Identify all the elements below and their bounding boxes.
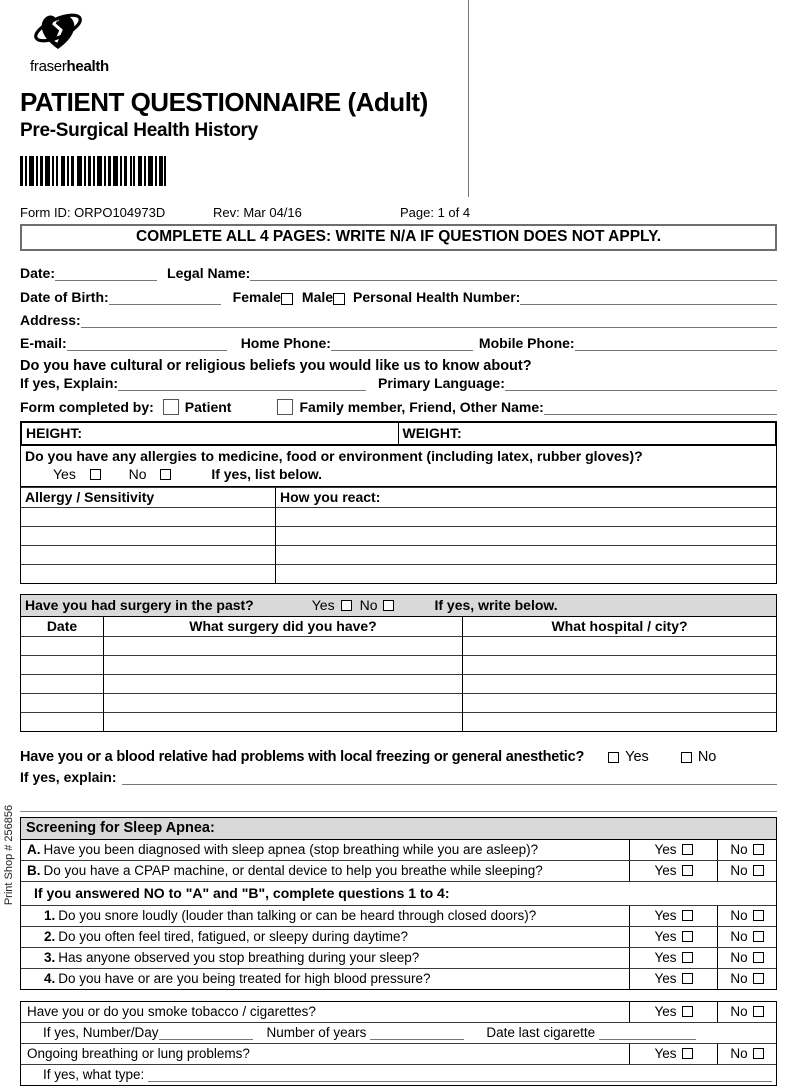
allergy-no-label: No	[128, 466, 147, 482]
surgery-row	[21, 674, 776, 693]
surgery-date-cell[interactable]	[21, 674, 104, 693]
sleep-apnea-row-4	[21, 968, 776, 989]
if-yes-explain-label: If yes, Explain:	[20, 375, 119, 391]
reaction-cell[interactable]	[276, 545, 776, 564]
email-input-line[interactable]	[67, 335, 227, 351]
checkbox-smoke-yes[interactable]	[682, 1006, 693, 1017]
legal-name-input-line[interactable]	[250, 265, 777, 281]
completed-by-row	[20, 399, 777, 415]
other-name-input-line[interactable]	[544, 399, 777, 415]
sleep-apnea-row-a	[21, 839, 776, 860]
completed-by-label: Form completed by:	[20, 399, 154, 415]
sleep-apnea-title: Screening for Sleep Apnea:	[21, 818, 776, 839]
surgery-hospital-cell[interactable]	[463, 712, 776, 731]
checkbox-anesthetic-no[interactable]	[681, 752, 692, 763]
yes-label: Yes	[654, 1046, 677, 1061]
surgery-header	[21, 595, 776, 616]
height-cell[interactable]	[22, 423, 399, 444]
checkbox-apnea-4-no[interactable]	[753, 973, 764, 984]
question-prefix: 1.	[44, 908, 56, 923]
checkbox-allergy-no[interactable]	[160, 469, 171, 480]
allergy-header-row	[21, 487, 776, 507]
form-meta	[20, 205, 777, 220]
anesthetic-explain-row	[20, 769, 777, 785]
fraser-health-logo	[30, 8, 140, 75]
height-label: HEIGHT:	[26, 425, 82, 441]
no-label: No	[730, 908, 748, 923]
reaction-cell[interactable]	[276, 526, 776, 545]
mobile-phone-label: Mobile Phone:	[478, 335, 575, 351]
lung-question: Ongoing breathing or lung problems?	[27, 1046, 250, 1061]
allergy-col1-header: Allergy / Sensitivity	[21, 487, 276, 507]
dob-sex-phn-row	[20, 289, 777, 305]
weight-label: WEIGHT:	[402, 425, 462, 441]
mobile-phone-input-line[interactable]	[575, 335, 777, 351]
dob-input-line[interactable]	[109, 289, 221, 305]
date-label: Date:	[20, 265, 56, 281]
question-text: Do you have a CPAP machine, or dental device to help you breathe while sleeping?	[43, 863, 543, 878]
checkbox-anesthetic-yes[interactable]	[608, 752, 619, 763]
form-id: Form ID: ORPO104973D	[20, 205, 166, 220]
anesthetic-no-label: No	[697, 749, 717, 765]
surgery-hospital-cell[interactable]	[463, 655, 776, 674]
surgery-no-label: No	[359, 597, 378, 613]
phn-label: Personal Health Number:	[353, 289, 521, 305]
surgery-hospital-cell[interactable]	[463, 674, 776, 693]
checkbox-surgery-yes[interactable]	[341, 600, 352, 611]
home-phone-label: Home Phone:	[240, 335, 331, 351]
brand-health: health	[66, 58, 109, 75]
sleep-apnea-row-1	[21, 905, 776, 926]
question-prefix: B.	[27, 863, 41, 878]
allergy-yes-label: Yes	[53, 466, 76, 482]
surgery-row	[21, 636, 776, 655]
sleep-apnea-row-b	[21, 860, 776, 881]
surgery-row	[21, 693, 776, 712]
checkbox-allergy-yes[interactable]	[90, 469, 101, 480]
question-prefix: 4.	[44, 971, 56, 986]
phn-input-line[interactable]	[520, 289, 777, 305]
brand-fraser: fraser	[30, 58, 67, 75]
surgery-instruction: If yes, write below.	[434, 597, 558, 613]
page-title: PATIENT QUESTIONNAIRE (Adult)	[20, 87, 428, 117]
no-label: No	[730, 950, 748, 965]
smoking-table	[20, 1001, 777, 1086]
primary-language-input-line[interactable]	[505, 375, 777, 391]
page-subtitle: Pre-Surgical Health History	[20, 120, 258, 141]
no-label: No	[730, 842, 748, 857]
smoking-years-input-line[interactable]	[370, 1025, 464, 1040]
surgery-col1-header: Date	[21, 617, 104, 636]
allergy-row	[21, 526, 776, 545]
address-input-line[interactable]	[81, 312, 777, 328]
surgery-date-cell[interactable]	[21, 655, 104, 674]
anesthetic-explain-input-line[interactable]	[122, 769, 777, 785]
checkbox-lung-no[interactable]	[753, 1048, 764, 1059]
surgery-col2-header: What surgery did you have?	[104, 617, 463, 636]
question-text: Do you have or are you being treated for high blood pressure?	[58, 971, 431, 986]
contact-row	[20, 335, 777, 351]
anesthetic-question: Have you or a blood relative had problems with local freezing or general anesthetic?	[20, 749, 585, 765]
allergy-row	[21, 545, 776, 564]
checkbox-smoke-no[interactable]	[753, 1006, 764, 1017]
reaction-cell[interactable]	[276, 564, 776, 583]
allergy-cell[interactable]	[21, 526, 276, 545]
home-phone-input-line[interactable]	[331, 335, 473, 351]
beliefs-question: Do you have cultural or religious beliefs you would like us to know about?	[20, 358, 532, 374]
smoking-number-day-input-line[interactable]	[159, 1025, 253, 1040]
anesthetic-yes-label: Yes	[625, 749, 649, 765]
beliefs-explain-input-line[interactable]	[118, 375, 366, 391]
surgery-col3-header: What hospital / city?	[551, 618, 688, 634]
surgery-row	[21, 655, 776, 674]
question-text: Do you snore loudly (louder than talking or can be heard through closed doors)?	[58, 908, 537, 923]
no-label: No	[730, 863, 748, 878]
dob-label: Date of Birth:	[20, 289, 109, 305]
checkbox-lung-yes[interactable]	[682, 1048, 693, 1059]
reaction-cell[interactable]	[276, 507, 776, 526]
lung-type-label: If yes, what type:	[43, 1067, 145, 1082]
checkbox-apnea-2-no[interactable]	[753, 931, 764, 942]
primary-language-label: Primary Language:	[378, 375, 505, 391]
allergy-question: Do you have any allergies to medicine, food or environment (including latex, rubber gloves)?	[25, 448, 643, 464]
date-input-line[interactable]	[55, 265, 157, 281]
yes-label: Yes	[654, 929, 677, 944]
height-weight-table	[20, 421, 777, 446]
allergy-col2-header: How you react:	[276, 487, 776, 507]
checkbox-apnea-1-no[interactable]	[753, 910, 764, 921]
yes-label: Yes	[654, 842, 677, 857]
anesthetic-explain-label: If yes, explain:	[20, 769, 117, 785]
family-other-label: Family member, Friend, Other Name:	[299, 399, 544, 415]
checkbox-male[interactable]	[333, 293, 345, 305]
checkbox-apnea-3-no[interactable]	[753, 952, 764, 963]
surgery-what-cell[interactable]	[104, 655, 463, 674]
surgery-what-cell[interactable]	[104, 712, 463, 731]
no-label: No	[730, 971, 748, 986]
no-label: No	[730, 1004, 748, 1019]
patient-label: Patient	[184, 399, 232, 415]
checkbox-apnea-b-no[interactable]	[753, 865, 764, 876]
allergy-row	[21, 564, 776, 583]
sleep-apnea-row-3	[21, 947, 776, 968]
allergy-question-box	[20, 446, 777, 487]
instruction-banner: COMPLETE ALL 4 PAGES: WRITE N/A IF QUESTION DOES NOT APPLY.	[20, 224, 777, 251]
checkbox-apnea-4-yes[interactable]	[682, 973, 693, 984]
checkbox-apnea-a-yes[interactable]	[682, 844, 693, 855]
checkbox-apnea-1-yes[interactable]	[682, 910, 693, 921]
checkbox-apnea-b-yes[interactable]	[682, 865, 693, 876]
lung-question-row	[21, 1043, 776, 1064]
female-label: Female	[232, 289, 281, 305]
beliefs-explain-row	[20, 375, 777, 391]
surgery-row	[21, 712, 776, 731]
no-label: No	[730, 929, 748, 944]
address-row	[20, 312, 777, 328]
allergy-row	[21, 507, 776, 526]
barcode	[20, 156, 166, 186]
beliefs-question-row	[20, 358, 777, 374]
surgery-question: Have you had surgery in the past?	[25, 597, 254, 613]
date-legalname-row	[20, 265, 777, 281]
yes-label: Yes	[654, 908, 677, 923]
address-label: Address:	[20, 312, 81, 328]
question-prefix: A.	[27, 842, 41, 857]
sleep-apnea-note: If you answered NO to "A" and "B", complete questions 1 to 4:	[34, 885, 450, 901]
checkbox-surgery-no[interactable]	[383, 600, 394, 611]
question-text: Has anyone observed you stop breathing during your sleep?	[58, 950, 420, 965]
page-number: Page: 1 of 4	[400, 205, 471, 220]
lung-type-input-line[interactable]	[148, 1067, 772, 1082]
checkbox-female[interactable]	[281, 293, 293, 305]
male-label: Male	[301, 289, 334, 305]
surgery-what-cell[interactable]	[104, 674, 463, 693]
allergy-table	[20, 487, 777, 584]
legal-name-label: Legal Name:	[167, 265, 251, 281]
smoking-detail-row	[21, 1022, 776, 1043]
checkbox-patient[interactable]	[163, 399, 179, 415]
question-text: Do you often feel tired, fatigued, or sleepy during daytime?	[58, 929, 408, 944]
sleep-apnea-row-2	[21, 926, 776, 947]
yes-label: Yes	[654, 950, 677, 965]
anesthetic-question-row	[20, 749, 777, 765]
yes-label: Yes	[654, 971, 677, 986]
question-prefix: 3.	[44, 950, 56, 965]
checkbox-apnea-3-yes[interactable]	[682, 952, 693, 963]
surgery-hospital-cell[interactable]	[463, 636, 776, 655]
surgery-date-cell[interactable]	[21, 712, 104, 731]
allergy-cell[interactable]	[21, 545, 276, 564]
checkbox-apnea-2-yes[interactable]	[682, 931, 693, 942]
surgery-date-cell[interactable]	[21, 636, 104, 655]
question-prefix: 2.	[44, 929, 56, 944]
surgery-what-cell[interactable]	[104, 636, 463, 655]
allergy-cell[interactable]	[21, 564, 276, 583]
no-label: No	[730, 1046, 748, 1061]
lung-detail-row	[21, 1064, 776, 1085]
smoking-number-day-label: If yes, Number/Day	[43, 1025, 159, 1040]
email-label: E-mail:	[20, 335, 67, 351]
surgery-table	[20, 594, 777, 732]
heart-swoosh-icon	[30, 8, 86, 52]
surgery-date-cell[interactable]	[21, 693, 104, 712]
form-rev: Rev: Mar 04/16	[213, 205, 302, 220]
smoking-years-label: Number of years	[266, 1025, 367, 1040]
smoking-last-cigarette-label: Date last cigarette	[486, 1025, 596, 1040]
allergy-cell[interactable]	[21, 507, 276, 526]
surgery-yes-label: Yes	[311, 597, 335, 613]
surgery-hospital-cell[interactable]	[463, 693, 776, 712]
smoking-question: Have you or do you smoke tobacco / cigarettes?	[27, 1004, 316, 1019]
print-shop-number: Print Shop # 256856	[3, 804, 15, 906]
yes-label: Yes	[654, 1004, 677, 1019]
smoking-question-row	[21, 1002, 776, 1022]
fraser-health-wordmark	[30, 58, 140, 75]
section-divider	[20, 811, 777, 812]
question-text: Have you been diagnosed with sleep apnea (stop breathing while you are asleep)?	[43, 842, 539, 857]
sleep-apnea-table	[20, 817, 777, 990]
surgery-what-cell[interactable]	[104, 693, 463, 712]
checkbox-apnea-a-no[interactable]	[753, 844, 764, 855]
sleep-apnea-note-row	[21, 881, 776, 905]
checkbox-family-other[interactable]	[277, 399, 293, 415]
yes-label: Yes	[654, 863, 677, 878]
smoking-last-cigarette-input-line[interactable]	[599, 1025, 696, 1040]
weight-cell[interactable]	[399, 423, 776, 444]
surgery-colheader-row	[21, 616, 776, 636]
allergy-instruction: If yes, list below.	[211, 466, 323, 482]
